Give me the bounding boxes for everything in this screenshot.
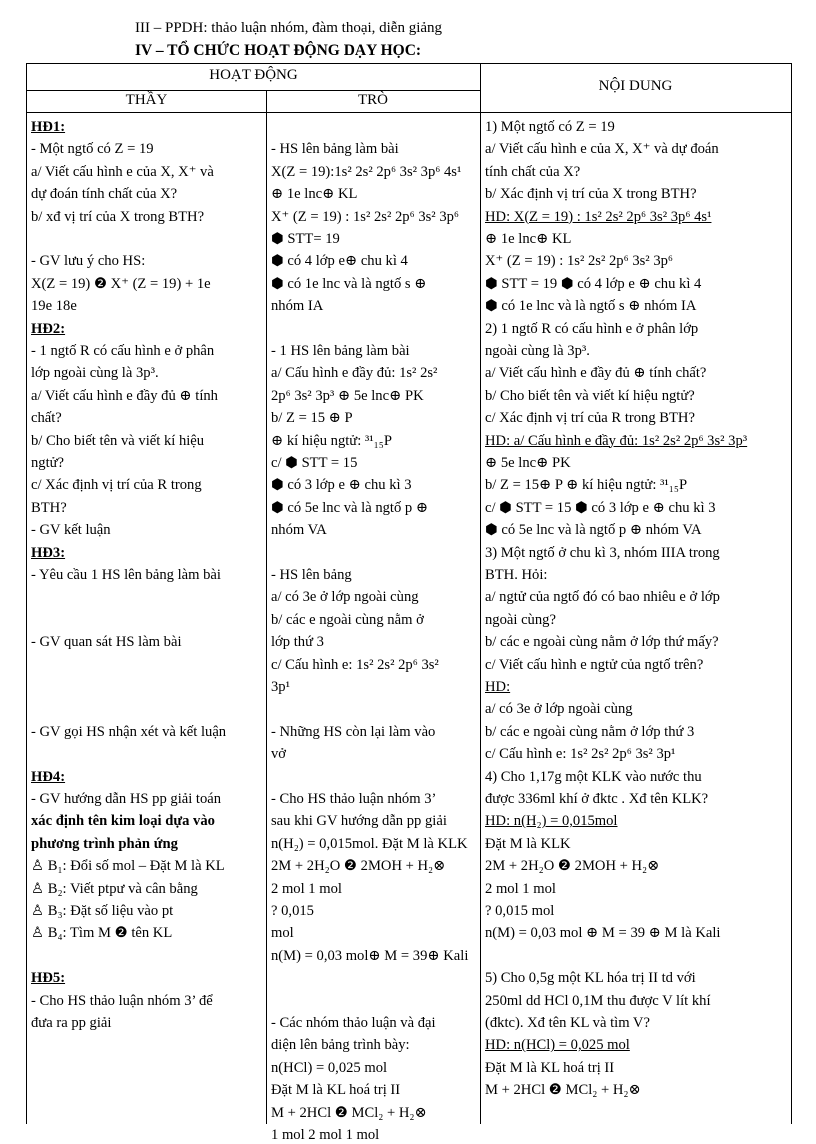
tro-line: ⬢ có 3 lớp e ⊕ chu kì 3	[271, 477, 412, 494]
noidung-line: 1) Một ngtố có Z = 19	[485, 119, 615, 135]
header-thay: THẦY	[125, 92, 168, 108]
tro-line: vở	[271, 746, 287, 763]
tro-line: 1 mol 2 mol 1 mol	[271, 1127, 380, 1143]
thay-line: đưa ra pp giải	[31, 1015, 112, 1031]
thay-line: chất?	[31, 410, 62, 427]
thay-line: HĐ2:	[31, 320, 66, 337]
tro-line: c/ ⬢ STT = 15	[271, 455, 358, 471]
tro-line: diện lên bảng trình bày:	[271, 1037, 410, 1054]
noidung-line: a/ có 3e ở lớp ngoài cùng	[485, 701, 633, 718]
thay-line: HĐ5:	[31, 970, 66, 987]
noidung-line: 250ml dd HCl 0,1M thu được V lít khí	[485, 992, 711, 1009]
noidung-line: Đặt M là KL hoá trị II	[485, 1059, 615, 1076]
noidung-line: c/ Cấu hình e: 1s² 2s² 2p⁶ 3s² 3p¹	[485, 746, 676, 763]
thay-line: - Một ngtố có Z = 19	[31, 141, 154, 158]
tro-line: ⬢ có 1e lnc và là ngtố s ⊕	[271, 275, 427, 292]
noidung-line: ⬢ có 1e lnc và là ngtố s ⊕ nhóm IA	[485, 298, 697, 315]
noidung-line: Đặt M là KLK	[485, 835, 571, 852]
thay-line: HĐ1:	[31, 119, 66, 135]
thay-line: ♙ B₂: Viết ptpư và cân bằng	[31, 880, 198, 897]
header-hoatdong: HOẠT ĐỘNG	[209, 67, 298, 83]
noidung-line: 2 mol 1 mol	[485, 880, 556, 897]
tro-line: sau khi GV hướng dẫn pp giải	[271, 813, 447, 830]
tro-line: ⬢ có 5e lnc và là ngtố p ⊕	[271, 499, 429, 516]
noidung-line: c/ Viết cấu hình e ngtử của ngtố trên?	[485, 656, 704, 673]
noidung-line: BTH. Hỏi:	[485, 567, 548, 583]
divider-header	[27, 112, 791, 113]
noidung-line: HD:	[485, 679, 511, 695]
header-noidung: NỘI DUNG	[598, 78, 673, 94]
noidung-line: ⊕ 1e lnc⊕ KL	[485, 231, 572, 247]
thay-line: ngtử?	[31, 455, 65, 471]
tro-line: - Những HS còn lại làm vào	[271, 723, 436, 740]
noidung-line: HD: a/ Cấu hình e đầy đủ: 1s² 2s² 2p⁶ 3s² 3p³	[485, 432, 748, 449]
noidung-line: 2) 1 ngtố R có cấu hình e ở phân lớp	[485, 320, 699, 337]
noidung-line: HD: n(H₂) = 0,015mol	[485, 813, 618, 830]
noidung-line: ⊕ 5e lnc⊕ PK	[485, 455, 571, 471]
tro-line: 2p⁶ 3s² 3p³ ⊕ 5e lnc⊕ PK	[271, 387, 424, 404]
tro-line: n(H₂) = 0,015mol. Đặt M là KLK	[271, 835, 468, 852]
thay-line: ♙ B₄: Tìm M ❷ tên KL	[31, 925, 173, 942]
noidung-line: a/ ngtử của ngtố đó có bao nhiêu e ở lớp	[485, 589, 720, 606]
noidung-line: n(M) = 0,03 mol ⊕ M = 39 ⊕ M là Kali	[485, 925, 721, 942]
tro-line: c/ Cấu hình e: 1s² 2s² 2p⁶ 3s²	[271, 656, 439, 673]
tro-line: ⊕ 1e lnc⊕ KL	[271, 186, 358, 203]
thay-line: b/ Cho biết tên và viết kí hiệu	[31, 432, 205, 449]
noidung-line: ⬢ STT = 19 ⬢ có 4 lớp e ⊕ chu kì 4	[485, 275, 702, 292]
noidung-line: HD: n(HCl) = 0,025 mol	[485, 1037, 630, 1054]
noidung-line: ? 0,015 mol	[485, 903, 555, 919]
tro-line: lớp thứ 3	[271, 634, 324, 651]
thay-line: dự đoán tính chất của X?	[31, 186, 178, 203]
thay-line: - Yêu cầu 1 HS lên bảng làm bài	[31, 567, 221, 583]
thay-line: b/ xđ vị trí của X trong BTH?	[31, 208, 205, 225]
noidung-line: b/ các e ngoài cùng nằm ở lớp thứ mấy?	[485, 634, 719, 651]
tro-line: ⊕ kí hiệu ngtử: ³¹₁₅P	[271, 432, 392, 449]
section-heading: IV – TỔ CHỨC HOẠT ĐỘNG DẠY HỌC:	[135, 42, 422, 59]
noidung-line: c/ ⬢ STT = 15 ⬢ có 3 lớp e ⊕ chu kì 3	[485, 499, 716, 516]
noidung-line: b/ Xác định vị trí của X trong BTH?	[485, 186, 697, 203]
tro-line: a/ có 3e ở lớp ngoài cùng	[271, 589, 419, 606]
tro-line: mol	[271, 925, 294, 942]
tro-line: - Các nhóm thảo luận và đại	[271, 1015, 436, 1031]
tro-line: b/ các e ngoài cùng nằm ở	[271, 611, 424, 628]
noidung-line: a/ Viết cấu hình e của X, X⁺ và dự đoán	[485, 141, 719, 158]
tro-line: - HS lên bảng	[271, 567, 352, 583]
tro-line: b/ Z = 15 ⊕ P	[271, 410, 353, 427]
tro-line: nhóm IA	[271, 298, 324, 315]
tro-line: ⬢ STT= 19	[271, 231, 340, 247]
tro-line: - HS lên bảng làm bài	[271, 141, 399, 158]
tro-line: - Cho HS thảo luận nhóm 3’	[271, 791, 437, 807]
tro-line: n(HCl) = 0,025 mol	[271, 1059, 388, 1076]
divider-noidung	[480, 64, 481, 1124]
divider-thay-tro	[266, 90, 267, 1124]
tro-line: n(M) = 0,03 mol⊕ M = 39⊕ Kali	[271, 947, 469, 964]
tro-line: 3p¹	[271, 679, 290, 695]
thay-line: - GV kết luận	[31, 522, 111, 539]
thay-line: a/ Viết cấu hình e của X, X⁺ và	[31, 163, 214, 180]
noidung-line: ngoài cùng?	[485, 611, 556, 628]
tro-line: 2M + 2H₂O ❷ 2MOH + H₂⊗	[271, 858, 446, 875]
tro-line: ⬢ có 4 lớp e⊕ chu kì 4	[271, 253, 408, 270]
thay-line: - 1 ngtố R có cấu hình e ở phân	[31, 343, 215, 359]
noidung-line: c/ Xác định vị trí của R trong BTH?	[485, 410, 695, 427]
thay-line: phương trình phản ứng	[31, 835, 178, 852]
noidung-line: b/ các e ngoài cùng nằm ở lớp thứ 3	[485, 723, 695, 740]
tro-line: ? 0,015	[271, 903, 314, 919]
divider-hoatdong	[27, 90, 480, 91]
noidung-line: HD: X(Z = 19) : 1s² 2s² 2p⁶ 3s² 3p⁶ 4s¹	[485, 208, 712, 225]
noidung-line: được 336ml khí ở đktc . Xđ tên KLK?	[485, 791, 709, 807]
noidung-line: tính chất của X?	[485, 163, 581, 180]
thay-line: HĐ4:	[31, 768, 66, 785]
noidung-line: 5) Cho 0,5g một KL hóa trị II td với	[485, 970, 696, 987]
lesson-table	[26, 63, 792, 1143]
noidung-line: ⬢ có 5e lnc và là ngtố p ⊕ nhóm VA	[485, 522, 702, 539]
thay-line: - GV lưu ý cho HS:	[31, 253, 146, 270]
noidung-line: 2M + 2H₂O ❷ 2MOH + H₂⊗	[485, 858, 660, 875]
thay-line: X(Z = 19) ❷ X⁺ (Z = 19) + 1e	[31, 275, 211, 292]
thay-line: ♙ B₃: Đặt số liệu vào pt	[31, 903, 174, 919]
thay-line: c/ Xác định vị trí của R trong	[31, 477, 202, 494]
noidung-line: M + 2HCl ❷ MCl₂ + H₂⊗	[485, 1082, 641, 1099]
noidung-line: X⁺ (Z = 19) : 1s² 2s² 2p⁶ 3s² 3p⁶	[485, 253, 674, 270]
thay-line: HĐ3:	[31, 544, 66, 561]
tro-line: X⁺ (Z = 19) : 1s² 2s² 2p⁶ 3s² 3p⁶	[271, 208, 460, 225]
thay-line: BTH?	[31, 499, 67, 516]
noidung-line: 3) Một ngtố ở chu kì 3, nhóm IIIA trong	[485, 544, 720, 561]
thay-line: - Cho HS thảo luận nhóm 3’ để	[31, 992, 213, 1009]
tro-line: - 1 HS lên bảng làm bài	[271, 343, 410, 359]
thay-line: 19e 18e	[31, 298, 77, 315]
thay-line: a/ Viết cấu hình e đầy đủ ⊕ tính	[31, 387, 218, 404]
tro-line: 2 mol 1 mol	[271, 880, 342, 897]
noidung-line: 4) Cho 1,17g một KLK vào nước thu	[485, 768, 702, 785]
tro-line: a/ Cấu hình e đầy đủ: 1s² 2s²	[271, 365, 438, 382]
tro-line: M + 2HCl ❷ MCl₂ + H₂⊗	[271, 1104, 427, 1121]
thay-line: ♙ B₁: Đổi số mol – Đặt M là KL	[31, 858, 225, 875]
noidung-line: b/ Z = 15⊕ P ⊕ kí hiệu ngtử: ³¹₁₅P	[485, 477, 688, 494]
thay-line: - GV quan sát HS làm bài	[31, 634, 182, 651]
header-tro: TRÒ	[358, 92, 388, 108]
thay-line: - GV hướng dẫn HS pp giải toán	[31, 791, 222, 807]
noidung-line: (đktc). Xđ tên KL và tìm V?	[485, 1015, 650, 1031]
tro-line: X(Z = 19):1s² 2s² 2p⁶ 3s² 3p⁶ 4s¹	[271, 163, 462, 180]
thay-line: - GV gọi HS nhận xét và kết luận	[31, 723, 227, 740]
tro-line: Đặt M là KL hoá trị II	[271, 1082, 401, 1099]
noidung-line: b/ Cho biết tên và viết kí hiệu ngtử?	[485, 387, 695, 404]
thay-line: lớp ngoài cùng là 3p³.	[31, 365, 159, 382]
noidung-line: a/ Viết cấu hình e đầy đủ ⊕ tính chất?	[485, 365, 707, 382]
thay-line: xác định tên kim loại dựa vào	[31, 813, 215, 830]
noidung-line: ngoài cùng là 3p³.	[485, 343, 590, 359]
ppdh-line: III – PPDH: thảo luận nhóm, đàm thoại, diễn giảng	[135, 20, 443, 36]
tro-line: nhóm VA	[271, 522, 327, 539]
